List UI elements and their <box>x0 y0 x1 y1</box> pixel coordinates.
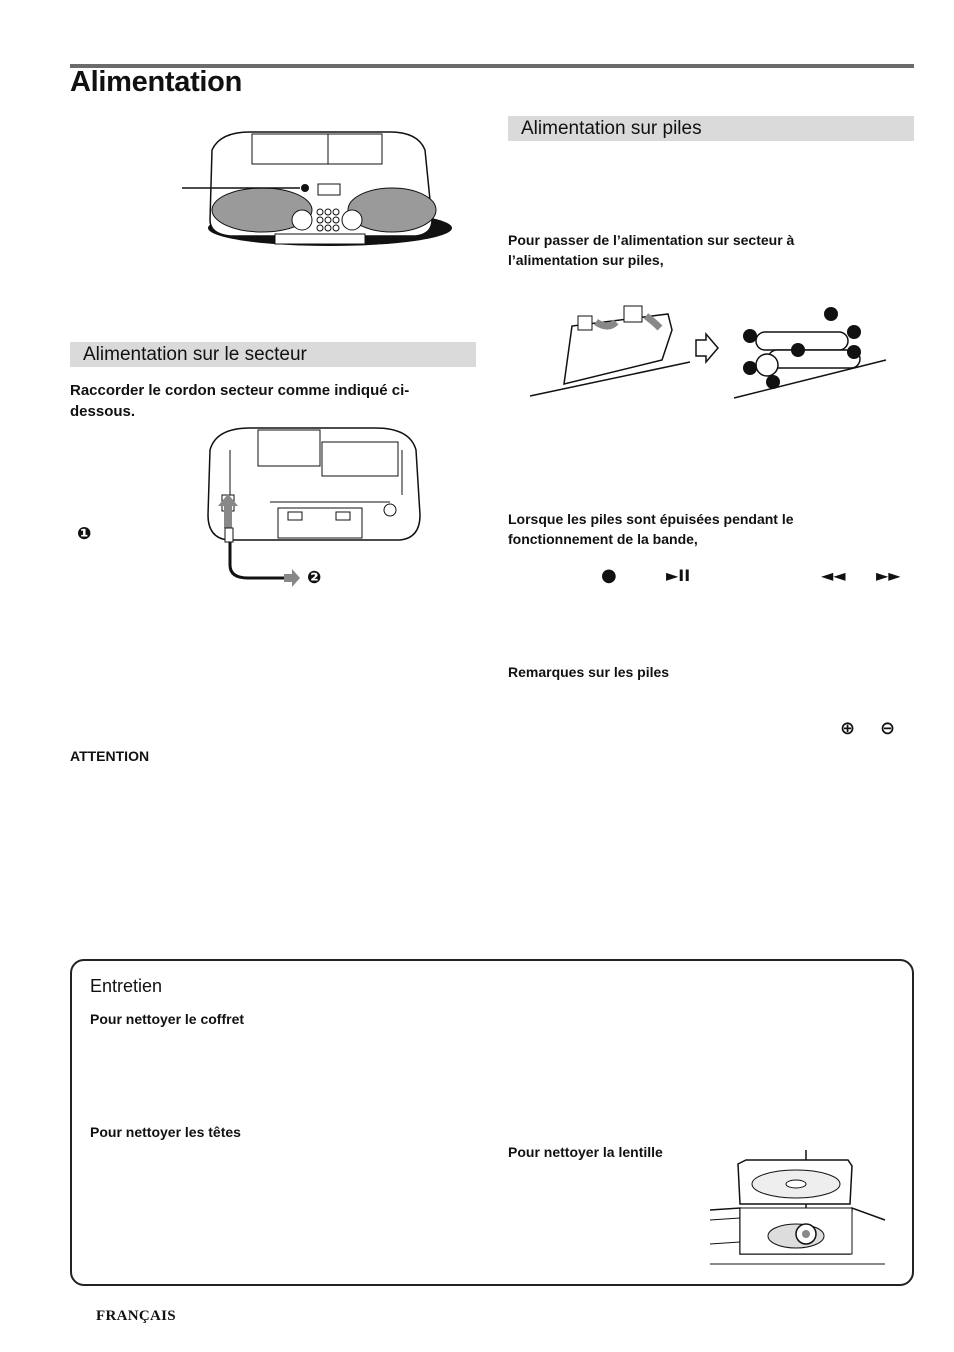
clean-lens-label: Pour nettoyer la lentille <box>508 1144 663 1160</box>
battery-switch-text <box>508 230 914 270</box>
footer-language: FRANÇAIS <box>96 1308 176 1324</box>
ac-instruction <box>70 380 480 422</box>
clean-heads-label: Pour nettoyer les têtes <box>90 1124 241 1140</box>
play-pause-icon: ►II <box>666 566 691 585</box>
ac-instruction-line-1: Raccorder le cordon secteur comme indiqué ci- <box>70 382 410 399</box>
boombox-rear-illustration <box>200 420 425 590</box>
battery-depleted-line-2: fonctionnement de la bande, <box>508 531 698 547</box>
cd-lens-illustration <box>710 1148 885 1266</box>
ac-section-header: Alimentation sur le secteur <box>70 342 476 367</box>
fast-forward-icon: ►► <box>876 566 901 585</box>
plus-terminal-icon: ⊕ <box>840 718 856 739</box>
rewind-icon: ◄◄ <box>821 566 846 585</box>
ac-instruction-line-2: dessous. <box>70 403 136 420</box>
clean-cabinet-label: Pour nettoyer le coffret <box>90 1011 245 1027</box>
battery-depleted-text <box>508 509 914 549</box>
record-icon: ● <box>601 565 617 586</box>
step-1-marker: ❶ <box>77 524 92 543</box>
battery-switch-line-1: Pour passer de l’alimentation sur secteur à <box>508 232 795 248</box>
caution-label: ATTENTION <box>70 748 150 764</box>
battery-remarks-label: Remarques sur les piles <box>508 664 670 680</box>
step-2-marker: ❷ <box>307 568 322 587</box>
battery-depleted-line-1: Lorsque les piles sont épuisées pendant le <box>508 511 794 527</box>
page-title: Alimentation <box>70 66 243 98</box>
minus-terminal-icon: ⊖ <box>880 718 896 739</box>
battery-compartment-illustration <box>528 302 890 402</box>
battery-switch-line-2: l’alimentation sur piles, <box>508 252 664 268</box>
boombox-front-illustration <box>180 130 455 250</box>
battery-section-header: Alimentation sur piles <box>508 116 914 141</box>
maintenance-title: Entretien <box>90 976 163 996</box>
